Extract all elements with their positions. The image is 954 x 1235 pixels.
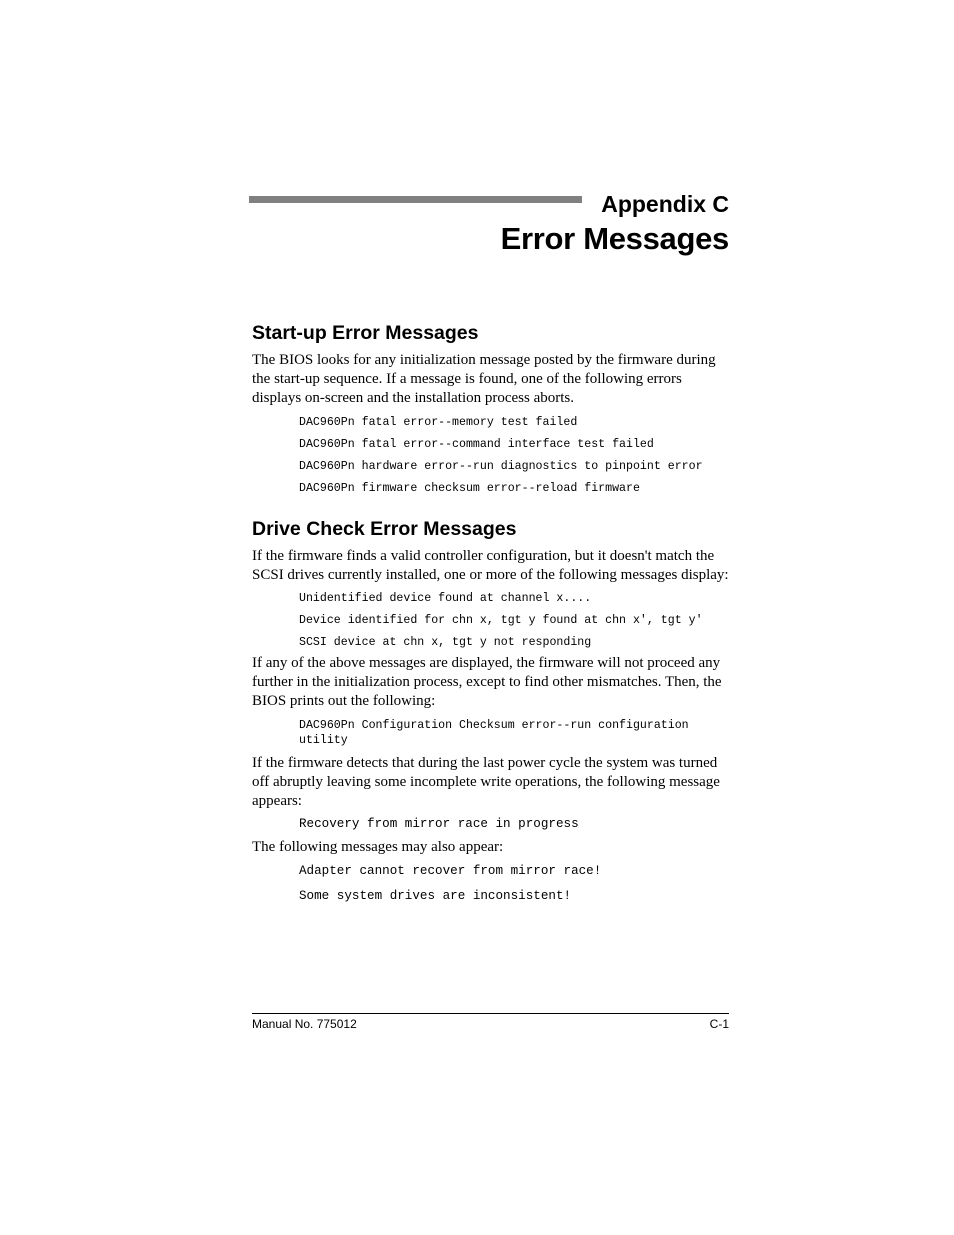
drive-check-message: SCSI device at chn x, tgt y not responding bbox=[299, 636, 592, 649]
drive-check-intro: If the firmware finds a valid controller configuration, but it doesn't match the SCSI drives currently installed, one or more of the following messages display: bbox=[252, 548, 729, 583]
header-rule bbox=[249, 196, 582, 203]
chapter-title: Error Messages bbox=[500, 221, 729, 256]
section-heading-startup: Start-up Error Messages bbox=[252, 322, 479, 344]
recovery-message: Recovery from mirror race in progress bbox=[299, 817, 579, 831]
config-message-block bbox=[252, 718, 732, 748]
config-checksum-message: DAC960Pn Configuration Checksum error--run configuration utility bbox=[299, 719, 689, 747]
section-heading-drive-check: Drive Check Error Messages bbox=[252, 518, 517, 540]
recovery-message-block bbox=[252, 817, 732, 832]
drive-check-message: Device identified for chn x, tgt y found at chn x', tgt y' bbox=[299, 614, 703, 627]
drive-check-para3: If the firmware detects that during the last power cycle the system was turned off abruptly leaving some incomplete write operations, the following message appears: bbox=[252, 755, 720, 809]
drive-check-message: Unidentified device found at channel x.... bbox=[299, 592, 592, 605]
drive-check-message-list bbox=[252, 591, 732, 650]
startup-message: DAC960Pn firmware checksum error--reload firmware bbox=[299, 482, 640, 495]
startup-message: DAC960Pn fatal error--command interface test failed bbox=[299, 438, 654, 451]
drive-check-para4: The following messages may also appear: bbox=[252, 839, 504, 855]
drive-check-para2: If any of the above messages are displayed, the firmware will not proceed any further in the initialization process, except to find other mismatches. Then, the BIOS prints out the following: bbox=[252, 655, 722, 709]
extra-message-list bbox=[252, 864, 732, 904]
extra-message: Some system drives are inconsistent! bbox=[299, 889, 572, 903]
extra-message: Adapter cannot recover from mirror race! bbox=[299, 864, 602, 878]
startup-message: DAC960Pn hardware error--run diagnostics to pinpoint error bbox=[299, 460, 703, 473]
page-content bbox=[252, 320, 732, 904]
startup-intro: The BIOS looks for any initialization message posted by the firmware during the start-up sequence. If a message is found, one of the following errors displays on-screen and the installation process aborts. bbox=[252, 352, 716, 406]
appendix-label: Appendix C bbox=[601, 191, 729, 217]
startup-message-list bbox=[252, 415, 732, 496]
footer-manual-number: Manual No. 775012 bbox=[252, 1017, 357, 1031]
footer-page-number: C-1 bbox=[709, 1017, 729, 1031]
startup-message: DAC960Pn fatal error--memory test failed bbox=[299, 416, 578, 429]
footer-rule bbox=[252, 1013, 729, 1014]
